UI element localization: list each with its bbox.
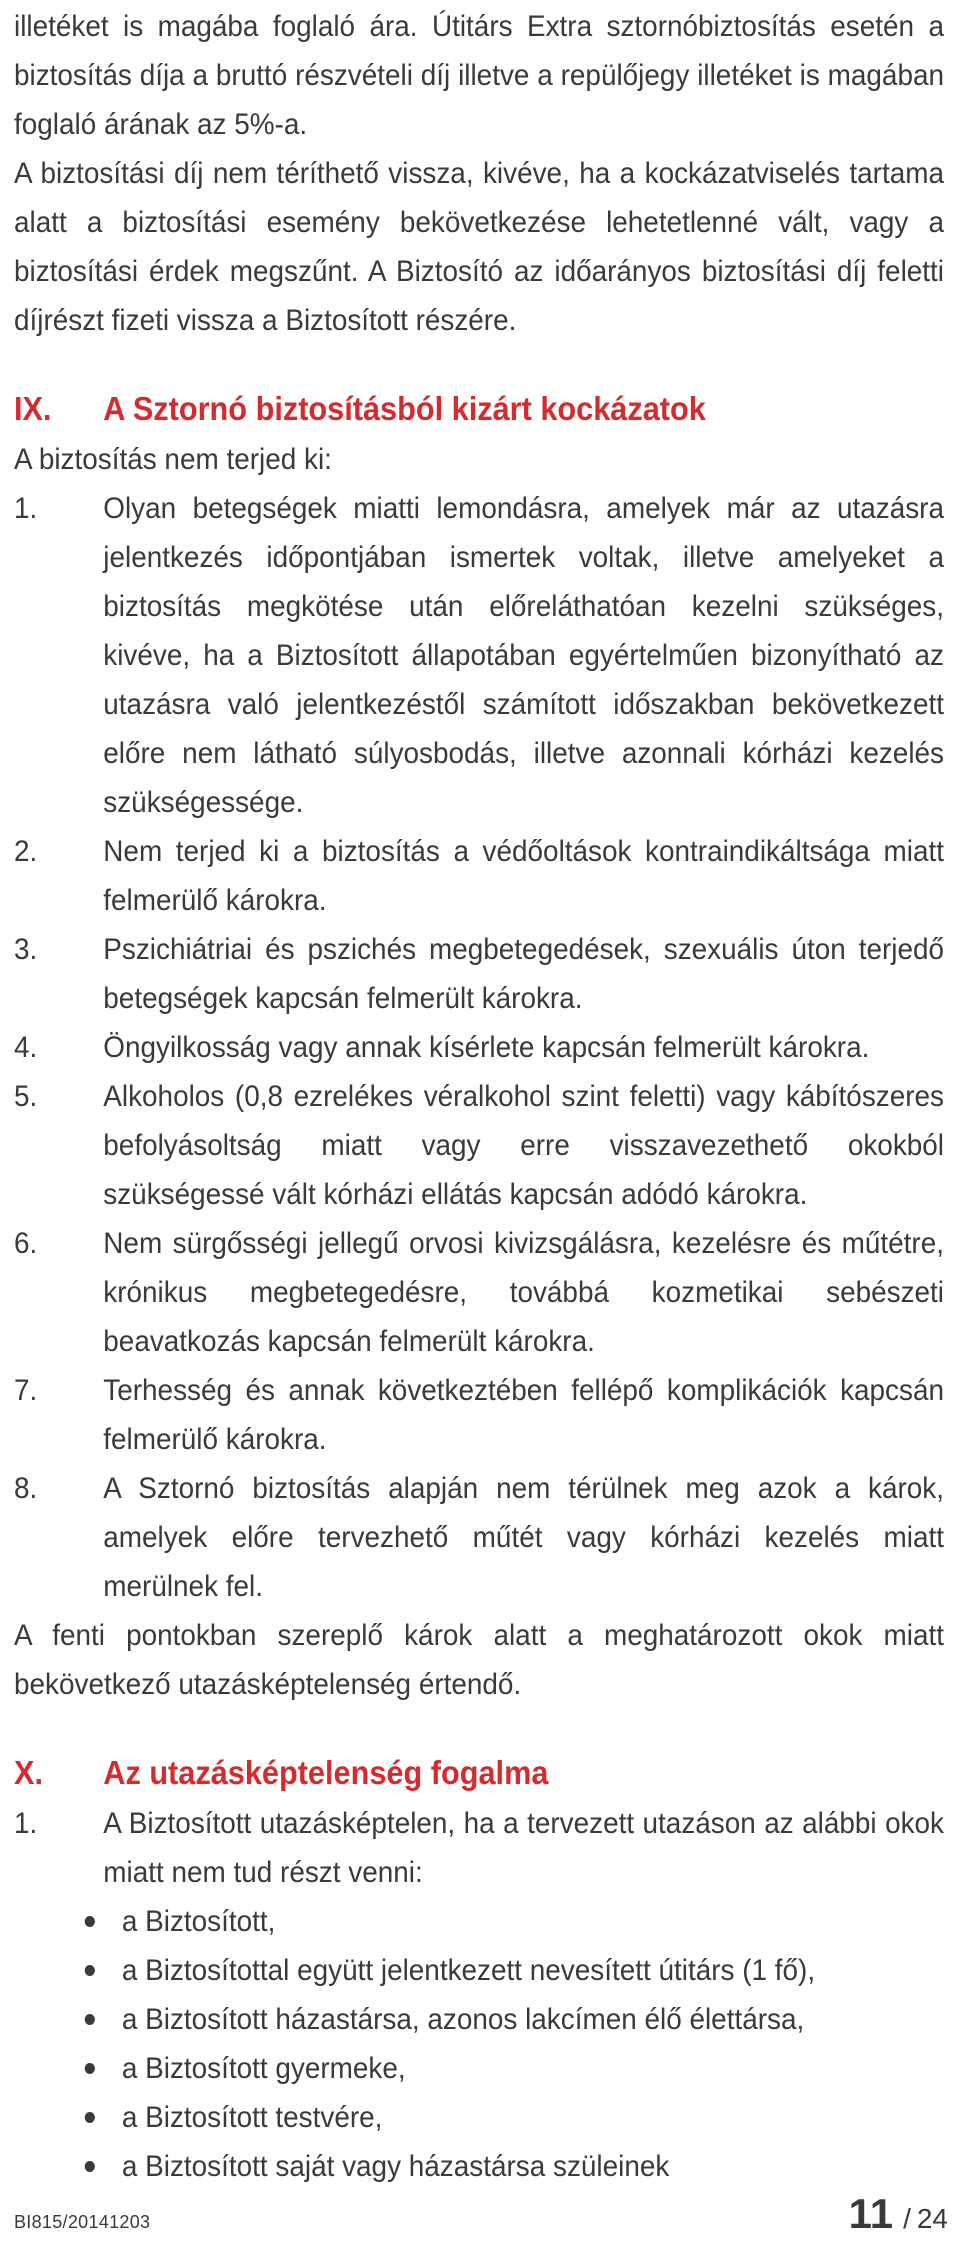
bullet-text: a Biztosított testvére,	[121, 2101, 383, 2134]
item-number: 8.	[14, 1472, 38, 1505]
item-text: Olyan betegségek miatti lemondásra, amelyek már az utazásra jelentkezés időpontjában ismertek voltak, illetve amelyeket a biztosítás megkötése után előreláthatóan kezelni szükséges, kivéve, ha a Biztosított állapotában egyértelműen bizonyítható az utazásra való jelentkezéstől számított időszakban bekövetkezett előre nem látható súlyosbodás, illetve azonnali kórházi kezelés szükségessége.	[103, 492, 944, 819]
section-ix-number: IX.	[14, 390, 52, 427]
bullet-item	[14, 1995, 944, 2044]
page-number	[849, 2190, 948, 2238]
list-item	[14, 1366, 944, 1464]
bullet-item	[14, 2093, 944, 2142]
list-item	[14, 1799, 944, 1897]
item-number: 5.	[14, 1080, 38, 1113]
list-item	[14, 827, 944, 925]
section-ix-title: A Sztornó biztosításból kizárt kockázatok	[103, 390, 706, 427]
intro-paragraph: illetéket is magába foglaló ára. Útitárs Extra sztornóbiztosítás esetén a biztosítás díja a bruttó részvételi díj illetve a repülőjegy illetéket is magában foglaló árának az 5%-a.	[14, 10, 944, 141]
item-number: 1.	[14, 492, 38, 525]
item-number: 1.	[14, 1807, 38, 1840]
bullet-item	[14, 2044, 944, 2093]
item-text: Nem terjed ki a biztosítás a védőoltások kontraindikáltsága miatt felmerülő károkra.	[103, 835, 944, 917]
list-item	[14, 925, 944, 1023]
page-separator: /	[903, 2203, 911, 2234]
list-item	[14, 1023, 944, 1072]
bullet-text: a Biztosított házastársa, azonos lakcímen élő élettársa,	[121, 2003, 805, 2036]
document-page	[14, 0, 946, 2191]
list-item	[14, 1464, 944, 1611]
list-item	[14, 484, 944, 827]
section-ix-list	[14, 484, 946, 1611]
item-text: Alkoholos (0,8 ezrelékes véralkohol szint feletti) vagy kábítószeres befolyásoltság miatt vagy erre visszavezethető okokból szükségessé vált kórházi ellátás kapcsán adódó károkra.	[103, 1080, 944, 1211]
section-ix-intro: A biztosítás nem terjed ki:	[14, 443, 332, 476]
list-item	[14, 1072, 944, 1219]
bullet-item	[14, 1897, 944, 1946]
list-item	[14, 1219, 944, 1366]
refund-paragraph: A biztosítási díj nem téríthető vissza, kivéve, ha a kockázatviselés tartama alatt a biztosítási esemény bekövetkezése lehetetlenné vált, vagy a biztosítási érdek megszűnt. A Biztosító az időarányos biztosítási díj feletti díjrészt fizeti vissza a Biztosított részére.	[14, 157, 944, 337]
item-number: 6.	[14, 1227, 38, 1260]
bullet-icon	[85, 2161, 95, 2172]
item-text: Pszichiátriai és pszichés megbetegedések, szexuális úton terjedő betegségek kapcsán felmerült károkra.	[103, 933, 944, 1015]
bullet-text: a Biztosított,	[121, 1905, 276, 1938]
item-number: 2.	[14, 835, 38, 868]
section-x-bullet-list	[14, 1897, 946, 2191]
item-text: Öngyilkosság vagy annak kísérlete kapcsán felmerült károkra.	[103, 1031, 870, 1064]
total-pages: 24	[916, 2203, 948, 2234]
item-number: 7.	[14, 1374, 38, 1407]
item-text: Terhesség és annak következtében fellépő komplikációk kapcsán felmerülő károkra.	[103, 1374, 944, 1456]
section-x-title: Az utazásképtelenség fogalma	[103, 1754, 549, 1791]
section-x-number: X.	[14, 1754, 44, 1791]
item-text: Nem sürgősségi jellegű orvosi kivizsgálásra, kezelésre és műtétre, krónikus megbetegedésre, továbbá kozmetikai sebészeti beavatkozás kapcsán felmerült károkra.	[103, 1227, 944, 1358]
current-page: 11	[848, 2190, 894, 2237]
bullet-text: a Biztosított gyermeke,	[121, 2052, 406, 2085]
bullet-text: a Biztosítottal együtt jelentkezett nevesített útitárs (1 fő),	[121, 1954, 816, 1987]
document-code: BI815/20141203	[14, 2212, 151, 2232]
item-text: A Sztornó biztosítás alapján nem térülnek meg azok a károk, amelyek előre tervezhető műtét vagy kórházi kezelés miatt merülnek fel.	[103, 1472, 944, 1603]
bullet-icon	[85, 1916, 95, 1927]
section-x-heading	[14, 1747, 944, 1799]
bullet-item	[14, 2142, 944, 2191]
item-number: 3.	[14, 933, 38, 966]
section-ix-heading	[14, 383, 944, 435]
bullet-icon	[85, 2063, 95, 2074]
bullet-text: a Biztosított saját vagy házastársa szüleinek	[121, 2150, 670, 2183]
item-number: 4.	[14, 1031, 38, 1064]
item-text: A Biztosított utazásképtelen, ha a tervezett utazáson az alábbi okok miatt nem tud részt venni:	[103, 1807, 944, 1889]
bullet-icon	[85, 2014, 95, 2025]
bullet-icon	[85, 1965, 95, 1976]
section-ix-closing: A fenti pontokban szereplő károk alatt a meghatározott okok miatt bekövetkező utazásképtelenség értendő.	[14, 1619, 944, 1701]
bullet-item	[14, 1946, 944, 1995]
bullet-icon	[85, 2112, 95, 2123]
